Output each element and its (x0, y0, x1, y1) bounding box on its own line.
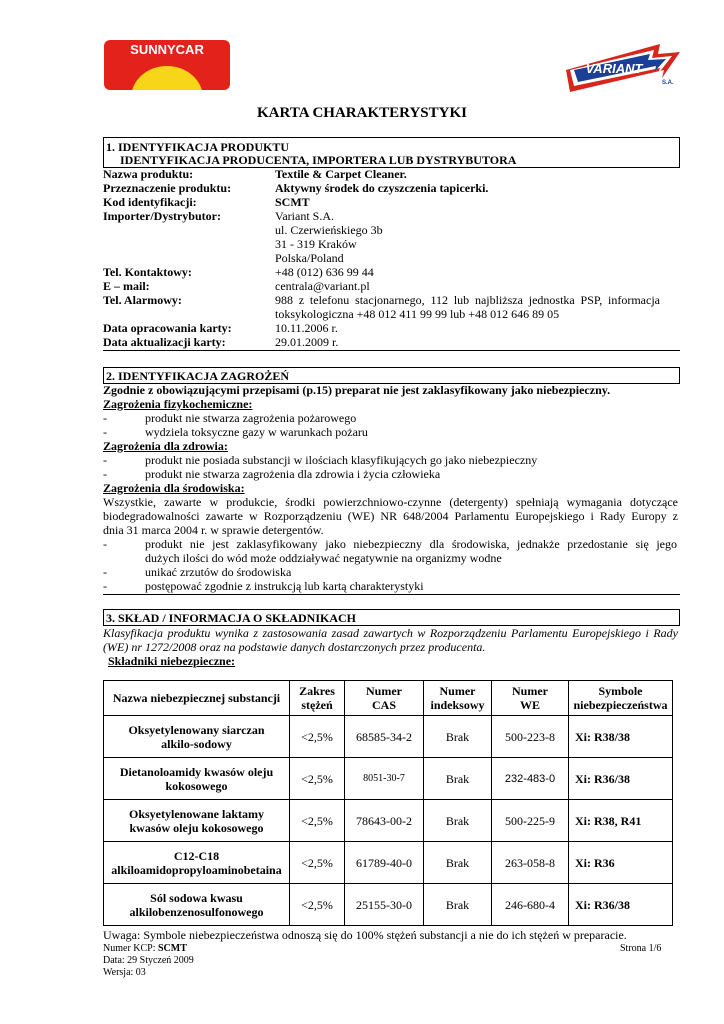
footer-kcp-value: SCMT (158, 943, 187, 954)
cell-name: Oksyetylenowany siarczan alkilo-sodowy (104, 716, 290, 758)
cell-index: Brak (424, 884, 492, 926)
alarm-phone-row-2 (103, 307, 678, 321)
section3-heading: 3. SKŁAD / INFORMACJA O SKŁADNIKACH (106, 611, 357, 625)
address-line (103, 237, 678, 251)
cell-symbols: Xi: R36/38 (569, 758, 673, 800)
section1-heading-line1: 1. IDENTYFIKACJA PRODUKTU (106, 140, 290, 154)
alarm-phone-value-2: toksykologiczna +48 012 411 99 99 lub +48 012 646 89 05 (275, 307, 560, 321)
section1-divider (103, 350, 680, 351)
cell-name: Sól sodowa kwasu alkilobenzenosulfonowego (104, 884, 290, 926)
env-item-1-line2: dużych ilości do wód może oddziaływać negatywnie na organizmy wodne (145, 551, 502, 565)
alarm-phone-label: Tel. Alarmowy: (103, 293, 182, 307)
cell-index: Brak (424, 758, 492, 800)
cell-cas: 78643-00-2 (345, 800, 424, 842)
header-name: Nazwa niebezpiecznej substancji (104, 681, 290, 716)
address-line (103, 251, 678, 265)
cell-we: 500-225-9 (492, 800, 569, 842)
document-title: KARTA CHARAKTERYSTYKI (257, 105, 467, 121)
env-para-3: dnia 31 marca 2004 r. w sprawie detergentów. (103, 523, 324, 537)
table-row (104, 716, 673, 758)
health-title: Zagrożenia dla zdrowia: (103, 439, 228, 453)
env-item-1-line1: produkt nie jest zaklasyfikowany jako niebezpieczny dla środowiska, jednakże przedostanie się jego (145, 537, 677, 551)
section1-heading-line2: IDENTYFIKACJA PRODUCENTA, IMPORTERA LUB DYSTRYBUTORA (120, 153, 517, 167)
health-item-2: produkt nie stwarza zagrożenia dla zdrowia i życia człowieka (145, 467, 441, 481)
header-cas: Numer CAS (345, 681, 424, 716)
cell-symbols: Xi: R36/38 (569, 884, 673, 926)
variant-logo-text: VARIANT (585, 61, 643, 76)
cell-we: 500-223-8 (492, 716, 569, 758)
cell-we: 246-680-4 (492, 884, 569, 926)
variant-logo (562, 40, 682, 96)
contact-phone-label: Tel. Kontaktowy: (103, 265, 192, 279)
footer-page-number: Strona 1/6 (620, 943, 662, 954)
section1-heading-box (103, 137, 680, 168)
section2-intro: Zgodnie z obowiązującymi przepisami (p.15) preparat nie jest zaklasyfikowany jako niebezpieczny. (103, 383, 611, 397)
importer-value: Variant S.A. (275, 209, 334, 223)
cell-range: <2,5% (290, 758, 345, 800)
env-para-2: biodegradowalności zawarte w Rozporządzeniu (WE) NR 648/2004 Parlamentu Europejskiego i Rady Europy z (103, 509, 678, 523)
contact-phone-row (103, 265, 678, 279)
variant-logo-suffix: S.A. (662, 80, 674, 86)
env-item-3: postępować zgodnie z instrukcją lub kartą charakterystyki (145, 579, 424, 593)
product-purpose-label: Przeznaczenie produktu: (103, 181, 232, 195)
cell-cas: 25155-30-0 (345, 884, 424, 926)
table-header-row (104, 681, 673, 716)
product-code-value: SCMT (275, 195, 310, 209)
footer-version: Wersja: 03 (103, 967, 146, 978)
updated-date-value: 29.01.2009 r. (275, 335, 339, 349)
physchem-item-2: wydziela toksyczne gazy w warunkach pożaru (145, 425, 368, 439)
cell-range: <2,5% (290, 842, 345, 884)
email-row (103, 279, 678, 293)
table-row (104, 758, 673, 800)
sunnycar-logo (104, 40, 230, 90)
section3-heading-box (103, 609, 680, 626)
cell-range: <2,5% (290, 716, 345, 758)
health-item-1: produkt nie posiada substancji w ilościach klasyfikujących go jako niebezpieczny (145, 453, 538, 467)
section2-heading-box (103, 367, 680, 384)
section3-intro-1: Klasyfikacja produktu wynika z zastosowania zasad zawartych w Rozporządzeniu Parlamentu Europejskiego i Rady (103, 626, 678, 640)
cell-symbols: Xi: R38, R41 (569, 800, 673, 842)
cell-cas: 8051-30-7 (345, 758, 424, 800)
contact-phone-value: +48 (012) 636 99 44 (275, 265, 374, 279)
product-name-label: Nazwa produktu: (103, 167, 194, 181)
physchem-item-1: produkt nie stwarza zagrożenia pożarowego (145, 411, 357, 425)
cell-cas: 61789-40-0 (345, 842, 424, 884)
table-note: Uwaga: Symbole niebezpieczeństwa odnoszą się do 100% stężeń substancji a nie do ich stężeń w preparacie. (103, 928, 627, 942)
footer-date: Data: 29 Styczeń 2009 (103, 955, 194, 966)
cell-we: 232-483-0 (492, 758, 569, 800)
header-we: Numer WE (492, 681, 569, 716)
components-table (103, 680, 673, 926)
cell-symbols: Xi: R36 (569, 842, 673, 884)
header-symbols: Symbole niebezpieczeństwa (569, 681, 673, 716)
header-range: Zakres stężeń (290, 681, 345, 716)
section2-divider (103, 594, 680, 595)
alarm-phone-row (103, 293, 678, 307)
created-date-label: Data opracowania karty: (103, 321, 232, 335)
table-row (104, 800, 673, 842)
env-item-2: unikać zrzutów do środowiska (145, 565, 292, 579)
cell-name: Dietanoloamidy kwasów oleju kokosowego (104, 758, 290, 800)
address-street: ul. Czerwieńskiego 3b (275, 223, 383, 237)
section3-intro-2: (WE) nr 1272/2008 oraz na podstawie danych dostarczonych przez producenta. (103, 640, 486, 654)
section2-heading: 2. IDENTYFIKACJA ZAGROŻEŃ (106, 369, 290, 383)
updated-date-row (103, 335, 678, 349)
product-name-row (103, 167, 678, 181)
env-title: Zagrożenia dla środowiska: (103, 481, 245, 495)
address-line (103, 223, 678, 237)
table-row (104, 884, 673, 926)
physchem-title: Zagrożenia fizykochemiczne: (103, 397, 253, 411)
product-code-label: Kod identyfikacji: (103, 195, 197, 209)
components-title: Składniki niebezpieczne: (108, 654, 236, 668)
product-name-value: Textile & Carpet Cleaner. (275, 167, 407, 181)
cell-we: 263-058-8 (492, 842, 569, 884)
cell-name: C12-C18 alkiloamidopropyloaminobetaina (104, 842, 290, 884)
cell-cas: 68585-34-2 (345, 716, 424, 758)
cell-symbols: Xi: R38/38 (569, 716, 673, 758)
product-purpose-value: Aktywny środek do czyszczenia tapicerki. (275, 181, 489, 195)
env-para-1: Wszystkie, zawarte w produkcie, środki powierzchniowo-czynne (detergenty) spełniają wymagania dotyczące (103, 495, 678, 509)
updated-date-label: Data aktualizacji karty: (103, 335, 226, 349)
product-purpose-row (103, 181, 678, 195)
cell-index: Brak (424, 842, 492, 884)
address-country: Polska/Poland (275, 251, 344, 265)
alarm-phone-value: 988 z telefonu stacjonarnego, 112 lub najbliższa jednostka PSP, informacja (275, 293, 660, 307)
cell-range: <2,5% (290, 884, 345, 926)
email-value[interactable]: centrala@variant.pl (275, 279, 370, 293)
cell-index: Brak (424, 800, 492, 842)
cell-range: <2,5% (290, 800, 345, 842)
cell-index: Brak (424, 716, 492, 758)
header-index: Numer indeksowy (424, 681, 492, 716)
cell-name: Oksyetylenowane laktamy kwasów oleju kokosowego (104, 800, 290, 842)
importer-label: Importer/Dystrybutor: (103, 209, 221, 223)
importer-row (103, 209, 678, 223)
product-code-row (103, 195, 678, 209)
footer-kcp (103, 943, 187, 955)
email-label: E – mail: (103, 279, 150, 293)
table-row (104, 842, 673, 884)
created-date-value: 10.11.2006 r. (275, 321, 338, 335)
address-city: 31 - 319 Kraków (275, 237, 357, 251)
sunnycar-logo-text: SUNNYCAR (130, 42, 204, 57)
created-date-row (103, 321, 678, 335)
footer-kcp-label: Numer KCP: (103, 943, 156, 954)
